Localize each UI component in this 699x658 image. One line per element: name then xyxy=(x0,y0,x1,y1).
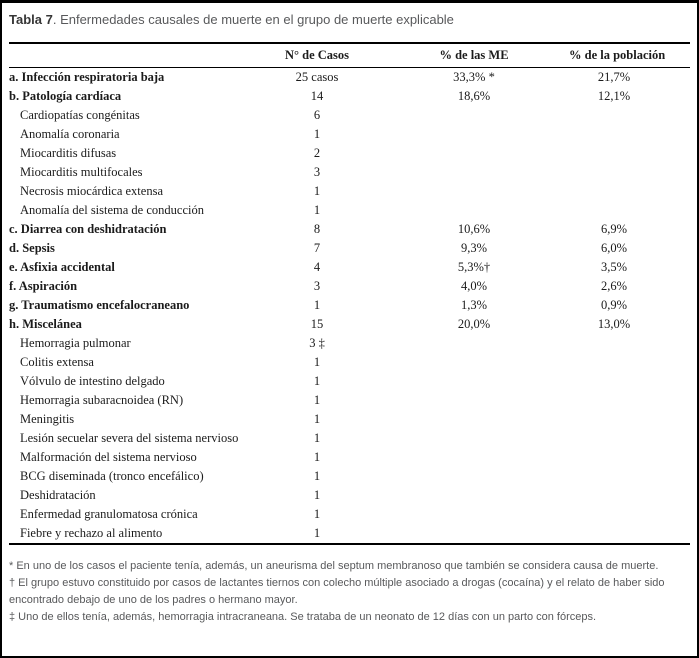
table-title-text: . Enfermedades causales de muerte en el grupo de muerte explicable xyxy=(52,12,454,27)
table-row xyxy=(9,486,690,505)
row-pct-pob-value: 0,9% xyxy=(600,298,628,312)
row-pct-me-value: 1,3% xyxy=(460,298,488,312)
table-row xyxy=(9,315,690,334)
footnote: * En uno de los casos el paciente tenía, además, un aneurisma del septum membranoso que también se considera causa de muerte. xyxy=(9,560,659,572)
table-row xyxy=(9,296,690,315)
table-header-row xyxy=(9,44,690,67)
table-body xyxy=(9,68,690,543)
row-label: Fiebre y rechazo al alimento xyxy=(20,526,163,540)
table-row xyxy=(9,372,690,391)
footnote: † El grupo estuvo constituido por casos de lactantes tiernos con colecho múltiple asociado a drogas (cocaína) y el relato de haber sido encontrado debajo de uno de los padres o hermano mayor. xyxy=(9,577,665,606)
row-label: e. Asfixia accidental xyxy=(9,260,115,274)
row-cases-value: 1 xyxy=(313,127,321,141)
row-cases-value: 1 xyxy=(313,488,321,502)
table-row xyxy=(9,505,690,524)
row-label: Malformación del sistema nervioso xyxy=(20,450,197,464)
row-cases-value: 7 xyxy=(313,241,321,255)
row-cases-value: 15 xyxy=(310,317,324,331)
row-pct-me-value: 4,0% xyxy=(460,279,488,293)
row-label: a. Infección respiratoria baja xyxy=(9,70,165,84)
page-title xyxy=(9,3,690,29)
table-row xyxy=(9,163,690,182)
table-row xyxy=(9,353,690,372)
row-cases-value: 14 xyxy=(310,89,324,103)
row-label: Hemorragia pulmonar xyxy=(20,336,131,350)
row-label: Anomalía coronaria xyxy=(20,127,120,141)
row-label: f. Aspiración xyxy=(9,279,78,293)
table-row xyxy=(9,106,690,125)
footnote: ‡ Uno de ellos tenía, además, hemorragia intracraneana. Se trataba de un neonato de 12 días con un parto con fórceps. xyxy=(9,611,597,623)
table-row xyxy=(9,144,690,163)
row-pct-me-value: 20,0% xyxy=(457,317,491,331)
table-row xyxy=(9,524,690,543)
table-row xyxy=(9,277,690,296)
row-cases-value: 6 xyxy=(313,108,321,122)
row-pct-me-value: 18,6% xyxy=(457,89,491,103)
table-row xyxy=(9,448,690,467)
row-label: Miocarditis multifocales xyxy=(20,165,143,179)
header-cell-casos: N° de Casos xyxy=(284,48,350,62)
table-row xyxy=(9,68,690,87)
row-pct-me-value: 5,3%† xyxy=(457,260,491,274)
row-cases-value: 1 xyxy=(313,374,321,388)
row-pct-pob-value: 6,0% xyxy=(600,241,628,255)
row-cases-value: 3 xyxy=(313,165,321,179)
row-pct-pob-value: 6,9% xyxy=(600,222,628,236)
row-label: c. Diarrea con deshidratación xyxy=(9,222,167,236)
row-pct-me-value: 9,3% xyxy=(460,241,488,255)
row-label: Meningitis xyxy=(20,412,75,426)
row-cases-value: 2 xyxy=(313,146,321,160)
row-cases-value: 1 xyxy=(313,450,321,464)
row-pct-pob-value: 21,7% xyxy=(597,70,631,84)
row-label: g. Traumatismo encefalocraneano xyxy=(9,298,190,312)
row-cases-value: 1 xyxy=(313,507,321,521)
header-cell-pct-me: % de las ME xyxy=(439,48,509,62)
row-pct-pob-value: 3,5% xyxy=(600,260,628,274)
row-label: Anomalía del sistema de conducción xyxy=(20,203,204,217)
row-cases-value: 3 xyxy=(313,279,321,293)
row-pct-pob-value: 13,0% xyxy=(597,317,631,331)
table-row xyxy=(9,391,690,410)
table-row xyxy=(9,258,690,277)
header-cell-pct-poblacion: % de la población xyxy=(569,48,666,62)
row-cases-value: 1 xyxy=(313,203,321,217)
table-row xyxy=(9,125,690,144)
table-row xyxy=(9,201,690,220)
row-pct-me-value: 10,6% xyxy=(457,222,491,236)
row-pct-me-value: 33,3% * xyxy=(453,70,495,84)
row-label: Cardiopatías congénitas xyxy=(20,108,140,122)
row-cases-value: 1 xyxy=(313,355,321,369)
table-row xyxy=(9,467,690,486)
row-label: Hemorragia subaracnoidea (RN) xyxy=(20,393,184,407)
table-row xyxy=(9,182,690,201)
table-number-label: Tabla 7 xyxy=(9,12,53,27)
row-pct-pob-value: 2,6% xyxy=(600,279,628,293)
row-label: Deshidratación xyxy=(20,488,96,502)
row-label: h. Miscelánea xyxy=(9,317,82,331)
row-cases-value: 1 xyxy=(313,393,321,407)
table-row xyxy=(9,410,690,429)
row-label: BCG diseminada (tronco encefálico) xyxy=(20,469,204,483)
row-cases-value: 8 xyxy=(313,222,321,236)
row-label: b. Patología cardíaca xyxy=(9,89,122,103)
row-cases-value: 1 xyxy=(313,412,321,426)
row-cases-value: 3 ‡ xyxy=(309,336,325,350)
row-cases-value: 1 xyxy=(313,184,321,198)
row-cases-value: 1 xyxy=(313,469,321,483)
footnotes-section xyxy=(9,558,690,626)
table-row xyxy=(9,429,690,448)
row-pct-pob-value: 12,1% xyxy=(597,89,631,103)
table-row xyxy=(9,239,690,258)
table-row xyxy=(9,87,690,106)
row-label: Vólvulo de intestino delgado xyxy=(20,374,165,388)
row-label: Enfermedad granulomatosa crónica xyxy=(20,507,198,521)
row-label: Necrosis miocárdica extensa xyxy=(20,184,163,198)
row-cases-value: 4 xyxy=(313,260,321,274)
row-cases-value: 25 casos xyxy=(295,70,339,84)
row-cases-value: 1 xyxy=(313,526,321,540)
divider-bottom xyxy=(9,543,690,545)
table-row xyxy=(9,334,690,353)
row-cases-value: 1 xyxy=(313,431,321,445)
table-row xyxy=(9,220,690,239)
row-label: d. Sepsis xyxy=(9,241,55,255)
row-label: Lesión secuelar severa del sistema nervioso xyxy=(20,431,239,445)
row-label: Colitis extensa xyxy=(20,355,94,369)
row-label: Miocarditis difusas xyxy=(20,146,117,160)
row-cases-value: 1 xyxy=(313,298,321,312)
